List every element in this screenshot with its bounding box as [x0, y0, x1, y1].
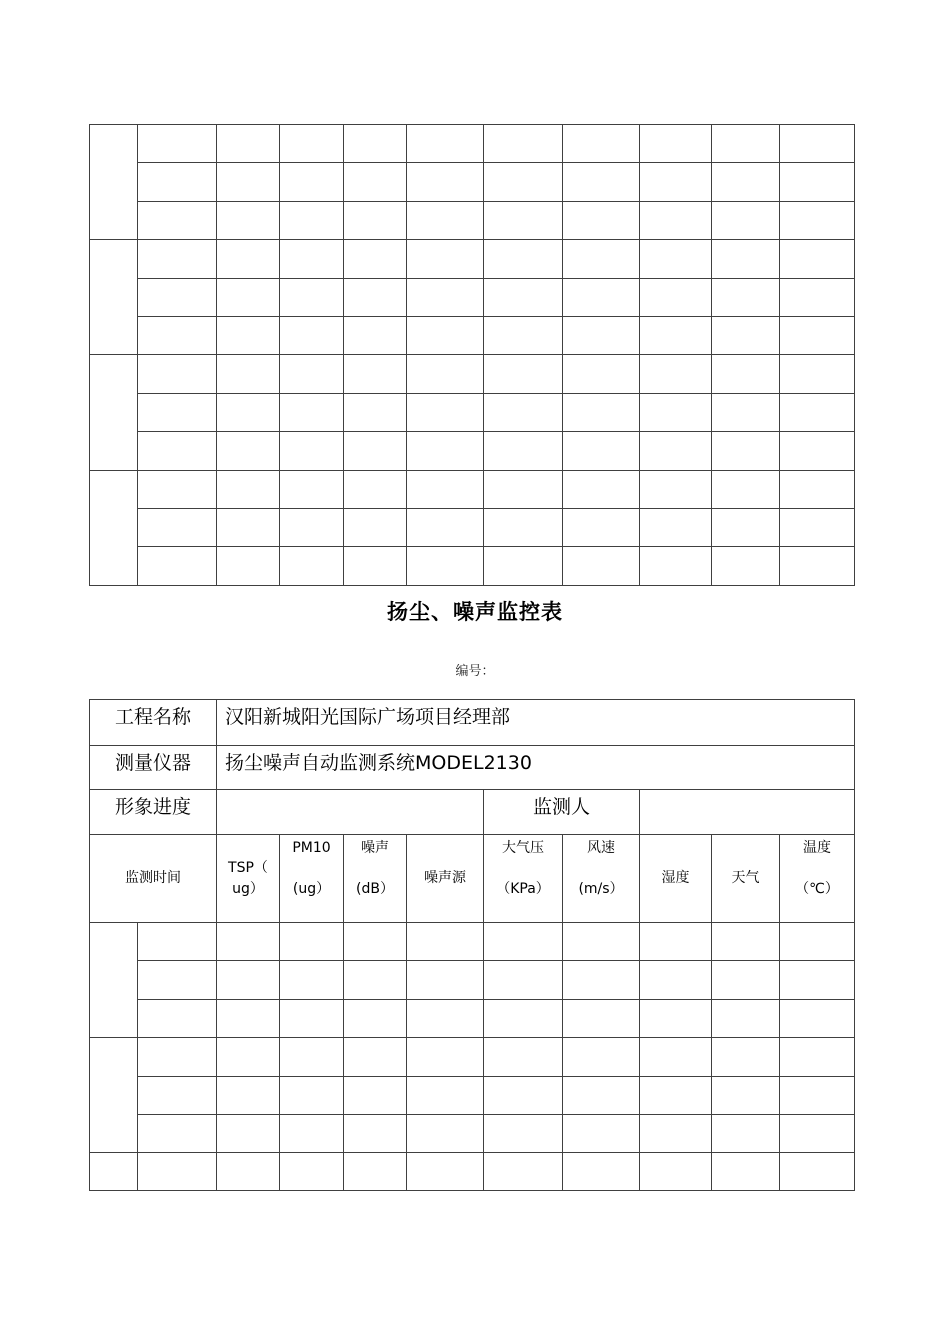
data-cell[interactable] — [138, 240, 217, 278]
data-cell[interactable] — [280, 278, 344, 316]
data-cell[interactable] — [138, 393, 217, 431]
data-cell[interactable] — [138, 201, 217, 239]
data-cell[interactable] — [344, 470, 407, 508]
data-cell[interactable] — [640, 1114, 712, 1152]
data-cell[interactable] — [563, 125, 640, 163]
data-cell[interactable] — [407, 240, 484, 278]
data-cell[interactable] — [563, 240, 640, 278]
data-cell[interactable] — [712, 393, 780, 431]
data-cell[interactable] — [780, 923, 855, 961]
data-cell[interactable] — [484, 201, 563, 239]
data-cell[interactable] — [217, 278, 280, 316]
document-title: 扬尘、噪声监控表 — [387, 600, 563, 624]
data-cell[interactable] — [563, 393, 640, 431]
data-cell[interactable] — [407, 923, 484, 961]
data-cell[interactable] — [640, 1038, 712, 1076]
data-cell[interactable] — [280, 393, 344, 431]
data-cell[interactable] — [484, 923, 563, 961]
data-cell[interactable] — [280, 923, 344, 961]
dust-noise-monitoring-form — [89, 699, 855, 1191]
data-cell[interactable] — [712, 355, 780, 393]
data-cell[interactable] — [563, 547, 640, 585]
data-cell[interactable] — [484, 393, 563, 431]
data-cell[interactable] — [407, 1038, 484, 1076]
data-cell[interactable] — [780, 1153, 855, 1191]
data-cell[interactable] — [138, 923, 217, 961]
data-cell[interactable] — [640, 316, 712, 354]
data-cell[interactable] — [484, 240, 563, 278]
data-cell[interactable] — [640, 201, 712, 239]
table-row — [90, 1153, 855, 1191]
date-group-cell[interactable] — [90, 1038, 138, 1153]
data-cell[interactable] — [780, 240, 855, 278]
data-cell[interactable] — [217, 470, 280, 508]
date-group-cell[interactable] — [90, 923, 138, 1038]
data-cell[interactable] — [280, 1153, 344, 1191]
data-cell[interactable] — [217, 240, 280, 278]
data-cell[interactable] — [138, 1076, 217, 1114]
data-cell[interactable] — [344, 547, 407, 585]
header-temp-line1: 温度 — [803, 840, 831, 856]
data-cell[interactable] — [407, 547, 484, 585]
data-cell[interactable] — [280, 999, 344, 1037]
data-cell[interactable] — [484, 961, 563, 999]
data-cell[interactable] — [344, 240, 407, 278]
table-row — [90, 508, 855, 546]
table-row — [90, 1076, 855, 1114]
data-cell[interactable] — [712, 508, 780, 546]
data-cell[interactable] — [712, 1038, 780, 1076]
header-temperature — [780, 835, 855, 923]
data-cell[interactable] — [640, 547, 712, 585]
data-cell[interactable] — [484, 355, 563, 393]
data-cell[interactable] — [407, 393, 484, 431]
table-row — [90, 432, 855, 470]
date-group-cell[interactable] — [90, 470, 138, 585]
data-cell[interactable] — [712, 125, 780, 163]
data-cell[interactable] — [138, 547, 217, 585]
data-cell[interactable] — [344, 508, 407, 546]
data-cell[interactable] — [712, 240, 780, 278]
data-cell[interactable] — [217, 1114, 280, 1152]
data-cell[interactable] — [217, 432, 280, 470]
data-cell[interactable] — [344, 163, 407, 201]
data-cell[interactable] — [344, 432, 407, 470]
data-cell[interactable] — [563, 1153, 640, 1191]
header-temp-line2: （℃） — [795, 881, 839, 897]
header-noise — [344, 835, 407, 923]
header-pm10 — [280, 835, 344, 923]
data-cell[interactable] — [344, 999, 407, 1037]
data-cell[interactable] — [563, 1038, 640, 1076]
data-cell[interactable] — [138, 125, 217, 163]
data-cell[interactable] — [217, 1038, 280, 1076]
data-cell[interactable] — [138, 163, 217, 201]
data-cell[interactable] — [344, 961, 407, 999]
data-cell[interactable] — [217, 547, 280, 585]
table-row — [90, 1038, 855, 1076]
data-cell[interactable] — [780, 1114, 855, 1152]
data-cell[interactable] — [712, 470, 780, 508]
instrument-row — [90, 746, 855, 790]
table-body — [90, 125, 855, 586]
data-cell[interactable] — [280, 961, 344, 999]
header-monitor-time: 监测时间 — [90, 835, 217, 923]
data-cell[interactable] — [138, 316, 217, 354]
header-pressure-line1: 大气压 — [502, 840, 544, 856]
data-cell[interactable] — [407, 1076, 484, 1114]
project-name-value[interactable]: 汉阳新城阳光国际广场项目经理部 — [217, 700, 855, 746]
header-noise-source: 噪声源 — [407, 835, 484, 923]
data-cell[interactable] — [712, 278, 780, 316]
header-noise-line1: 噪声 — [361, 840, 389, 856]
data-cell[interactable] — [344, 125, 407, 163]
table-row — [90, 393, 855, 431]
data-cell[interactable] — [217, 923, 280, 961]
data-cell[interactable] — [563, 278, 640, 316]
data-cell[interactable] — [484, 1076, 563, 1114]
data-cell[interactable] — [780, 278, 855, 316]
data-cell[interactable] — [407, 1114, 484, 1152]
data-cell[interactable] — [712, 1153, 780, 1191]
data-cell[interactable] — [780, 508, 855, 546]
data-cell[interactable] — [563, 923, 640, 961]
data-cell[interactable] — [563, 316, 640, 354]
data-cell[interactable] — [217, 1076, 280, 1114]
header-tsp-line1: TSP（ — [228, 859, 268, 876]
data-cell[interactable] — [280, 432, 344, 470]
date-group-cell[interactable] — [90, 355, 138, 470]
data-cell[interactable] — [280, 316, 344, 354]
data-cell[interactable] — [217, 1153, 280, 1191]
data-cell[interactable] — [484, 1038, 563, 1076]
header-wind-line1: 风速 — [587, 840, 615, 856]
data-cell[interactable] — [280, 470, 344, 508]
table-row — [90, 163, 855, 201]
table-row — [90, 355, 855, 393]
header-pm10-line1: PM10 — [292, 840, 331, 856]
data-cell[interactable] — [217, 999, 280, 1037]
data-cell[interactable] — [217, 316, 280, 354]
table-row — [90, 201, 855, 239]
data-cell[interactable] — [344, 316, 407, 354]
data-cell[interactable] — [484, 999, 563, 1037]
data-cell[interactable] — [280, 355, 344, 393]
data-cell[interactable] — [563, 163, 640, 201]
data-cell[interactable] — [344, 393, 407, 431]
monitoring-table-continued — [89, 124, 855, 586]
data-cell[interactable] — [484, 432, 563, 470]
data-cell[interactable] — [280, 1076, 344, 1114]
data-cell[interactable] — [280, 201, 344, 239]
data-cell[interactable] — [780, 201, 855, 239]
data-cell[interactable] — [280, 125, 344, 163]
data-cell[interactable] — [217, 163, 280, 201]
data-cell[interactable] — [640, 278, 712, 316]
data-cell[interactable] — [563, 1114, 640, 1152]
data-cell[interactable] — [712, 999, 780, 1037]
data-cell[interactable] — [280, 547, 344, 585]
data-cell[interactable] — [344, 1038, 407, 1076]
data-cell[interactable] — [138, 278, 217, 316]
data-cell[interactable] — [217, 355, 280, 393]
date-group-cell[interactable] — [90, 240, 138, 355]
data-cell[interactable] — [280, 163, 344, 201]
project-row — [90, 700, 855, 746]
data-cell[interactable] — [780, 999, 855, 1037]
data-cell[interactable] — [780, 163, 855, 201]
data-cell[interactable] — [344, 201, 407, 239]
data-cell[interactable] — [344, 923, 407, 961]
data-cell[interactable] — [484, 1114, 563, 1152]
data-cell[interactable] — [344, 1114, 407, 1152]
column-header-row — [90, 835, 855, 923]
table-row — [90, 316, 855, 354]
header-tsp-line2: ug） — [232, 880, 264, 897]
data-cell[interactable] — [217, 125, 280, 163]
progress-value[interactable] — [217, 790, 484, 835]
data-cell[interactable] — [640, 432, 712, 470]
data-cell[interactable] — [780, 1038, 855, 1076]
progress-row — [90, 790, 855, 835]
data-cell[interactable] — [563, 1076, 640, 1114]
data-cell[interactable] — [138, 355, 217, 393]
data-cell[interactable] — [407, 508, 484, 546]
data-cell[interactable] — [407, 201, 484, 239]
table-row — [90, 278, 855, 316]
data-cell[interactable] — [138, 470, 217, 508]
data-cell[interactable] — [280, 1038, 344, 1076]
data-cell[interactable] — [712, 432, 780, 470]
table-row — [90, 923, 855, 961]
data-cell[interactable] — [712, 923, 780, 961]
data-cell[interactable] — [563, 999, 640, 1037]
data-cell[interactable] — [217, 508, 280, 546]
data-cell[interactable] — [138, 432, 217, 470]
data-cell[interactable] — [484, 508, 563, 546]
data-cell[interactable] — [344, 1076, 407, 1114]
data-cell[interactable] — [563, 432, 640, 470]
data-cell[interactable] — [640, 470, 712, 508]
instrument-label: 测量仪器 — [90, 746, 217, 790]
data-cell[interactable] — [344, 1153, 407, 1191]
table-row — [90, 961, 855, 999]
header-pressure-line2: （KPa） — [496, 881, 550, 897]
data-cell[interactable] — [640, 355, 712, 393]
data-cell[interactable] — [563, 201, 640, 239]
data-cell[interactable] — [563, 470, 640, 508]
data-cell[interactable] — [780, 470, 855, 508]
data-cell[interactable] — [280, 508, 344, 546]
data-cell[interactable] — [640, 163, 712, 201]
instrument-value[interactable]: 扬尘噪声自动监测系统MODEL2130 — [217, 746, 855, 790]
data-cell[interactable] — [780, 393, 855, 431]
data-cell[interactable] — [344, 278, 407, 316]
data-cell[interactable] — [407, 125, 484, 163]
data-cell[interactable] — [712, 1076, 780, 1114]
table-row — [90, 547, 855, 585]
data-cell[interactable] — [484, 547, 563, 585]
data-cell[interactable] — [712, 1114, 780, 1152]
data-cell[interactable] — [640, 125, 712, 163]
header-weather: 天气 — [712, 835, 780, 923]
header-noise-line2: (dB） — [356, 881, 394, 897]
data-cell[interactable] — [563, 355, 640, 393]
data-cell[interactable] — [217, 393, 280, 431]
data-cell[interactable] — [407, 999, 484, 1037]
table-row — [90, 999, 855, 1037]
data-cell[interactable] — [563, 961, 640, 999]
data-cell[interactable] — [640, 1076, 712, 1114]
monitor-person-label: 监测人 — [484, 790, 640, 835]
data-cell[interactable] — [280, 240, 344, 278]
data-cell[interactable] — [640, 1153, 712, 1191]
table-row — [90, 470, 855, 508]
data-cell[interactable] — [344, 355, 407, 393]
header-humidity: 湿度 — [640, 835, 712, 923]
data-cell[interactable] — [484, 125, 563, 163]
data-cell[interactable] — [712, 547, 780, 585]
data-cell[interactable] — [780, 125, 855, 163]
data-cell[interactable] — [217, 201, 280, 239]
data-cell[interactable] — [138, 1153, 217, 1191]
data-cell[interactable] — [712, 163, 780, 201]
data-cell[interactable] — [138, 1114, 217, 1152]
data-cell[interactable] — [407, 961, 484, 999]
data-cell[interactable] — [712, 961, 780, 999]
document-number-label: 编号： — [455, 664, 495, 679]
data-cell[interactable] — [407, 432, 484, 470]
table-row — [90, 240, 855, 278]
data-cell[interactable] — [407, 355, 484, 393]
header-wind-speed — [563, 835, 640, 923]
data-cell[interactable] — [640, 393, 712, 431]
data-cell[interactable] — [280, 1114, 344, 1152]
data-cell[interactable] — [407, 470, 484, 508]
header-wind-line2: (m/s） — [578, 881, 624, 897]
data-cell[interactable] — [484, 1153, 563, 1191]
data-cell[interactable] — [640, 999, 712, 1037]
data-cell[interactable] — [780, 432, 855, 470]
date-group-cell[interactable] — [90, 1153, 138, 1191]
header-pm10-line2: (ug） — [292, 881, 331, 897]
data-cell[interactable] — [138, 1038, 217, 1076]
data-cell[interactable] — [407, 1153, 484, 1191]
data-cell[interactable] — [712, 201, 780, 239]
data-cell[interactable] — [407, 278, 484, 316]
date-group-cell[interactable] — [90, 125, 138, 240]
data-cell[interactable] — [640, 508, 712, 546]
data-cell[interactable] — [484, 470, 563, 508]
data-cell[interactable] — [217, 961, 280, 999]
table-row — [90, 125, 855, 163]
data-cell[interactable] — [138, 508, 217, 546]
data-cell[interactable] — [484, 278, 563, 316]
data-cell[interactable] — [780, 355, 855, 393]
data-cell[interactable] — [780, 547, 855, 585]
data-cell[interactable] — [780, 1076, 855, 1114]
data-cell[interactable] — [407, 163, 484, 201]
data-cell[interactable] — [640, 923, 712, 961]
data-cell[interactable] — [640, 961, 712, 999]
data-cell[interactable] — [780, 316, 855, 354]
monitor-person-value[interactable] — [640, 790, 855, 835]
data-cell[interactable] — [484, 316, 563, 354]
data-cell[interactable] — [780, 961, 855, 999]
data-cell[interactable] — [407, 316, 484, 354]
data-cell[interactable] — [563, 508, 640, 546]
data-cell[interactable] — [138, 999, 217, 1037]
data-cell[interactable] — [138, 961, 217, 999]
header-pressure — [484, 835, 563, 923]
table-row — [90, 1114, 855, 1152]
project-name-label: 工程名称 — [90, 700, 217, 746]
data-cell[interactable] — [712, 316, 780, 354]
progress-label: 形象进度 — [90, 790, 217, 835]
data-cell[interactable] — [640, 240, 712, 278]
data-cell[interactable] — [484, 163, 563, 201]
header-tsp — [217, 835, 280, 923]
